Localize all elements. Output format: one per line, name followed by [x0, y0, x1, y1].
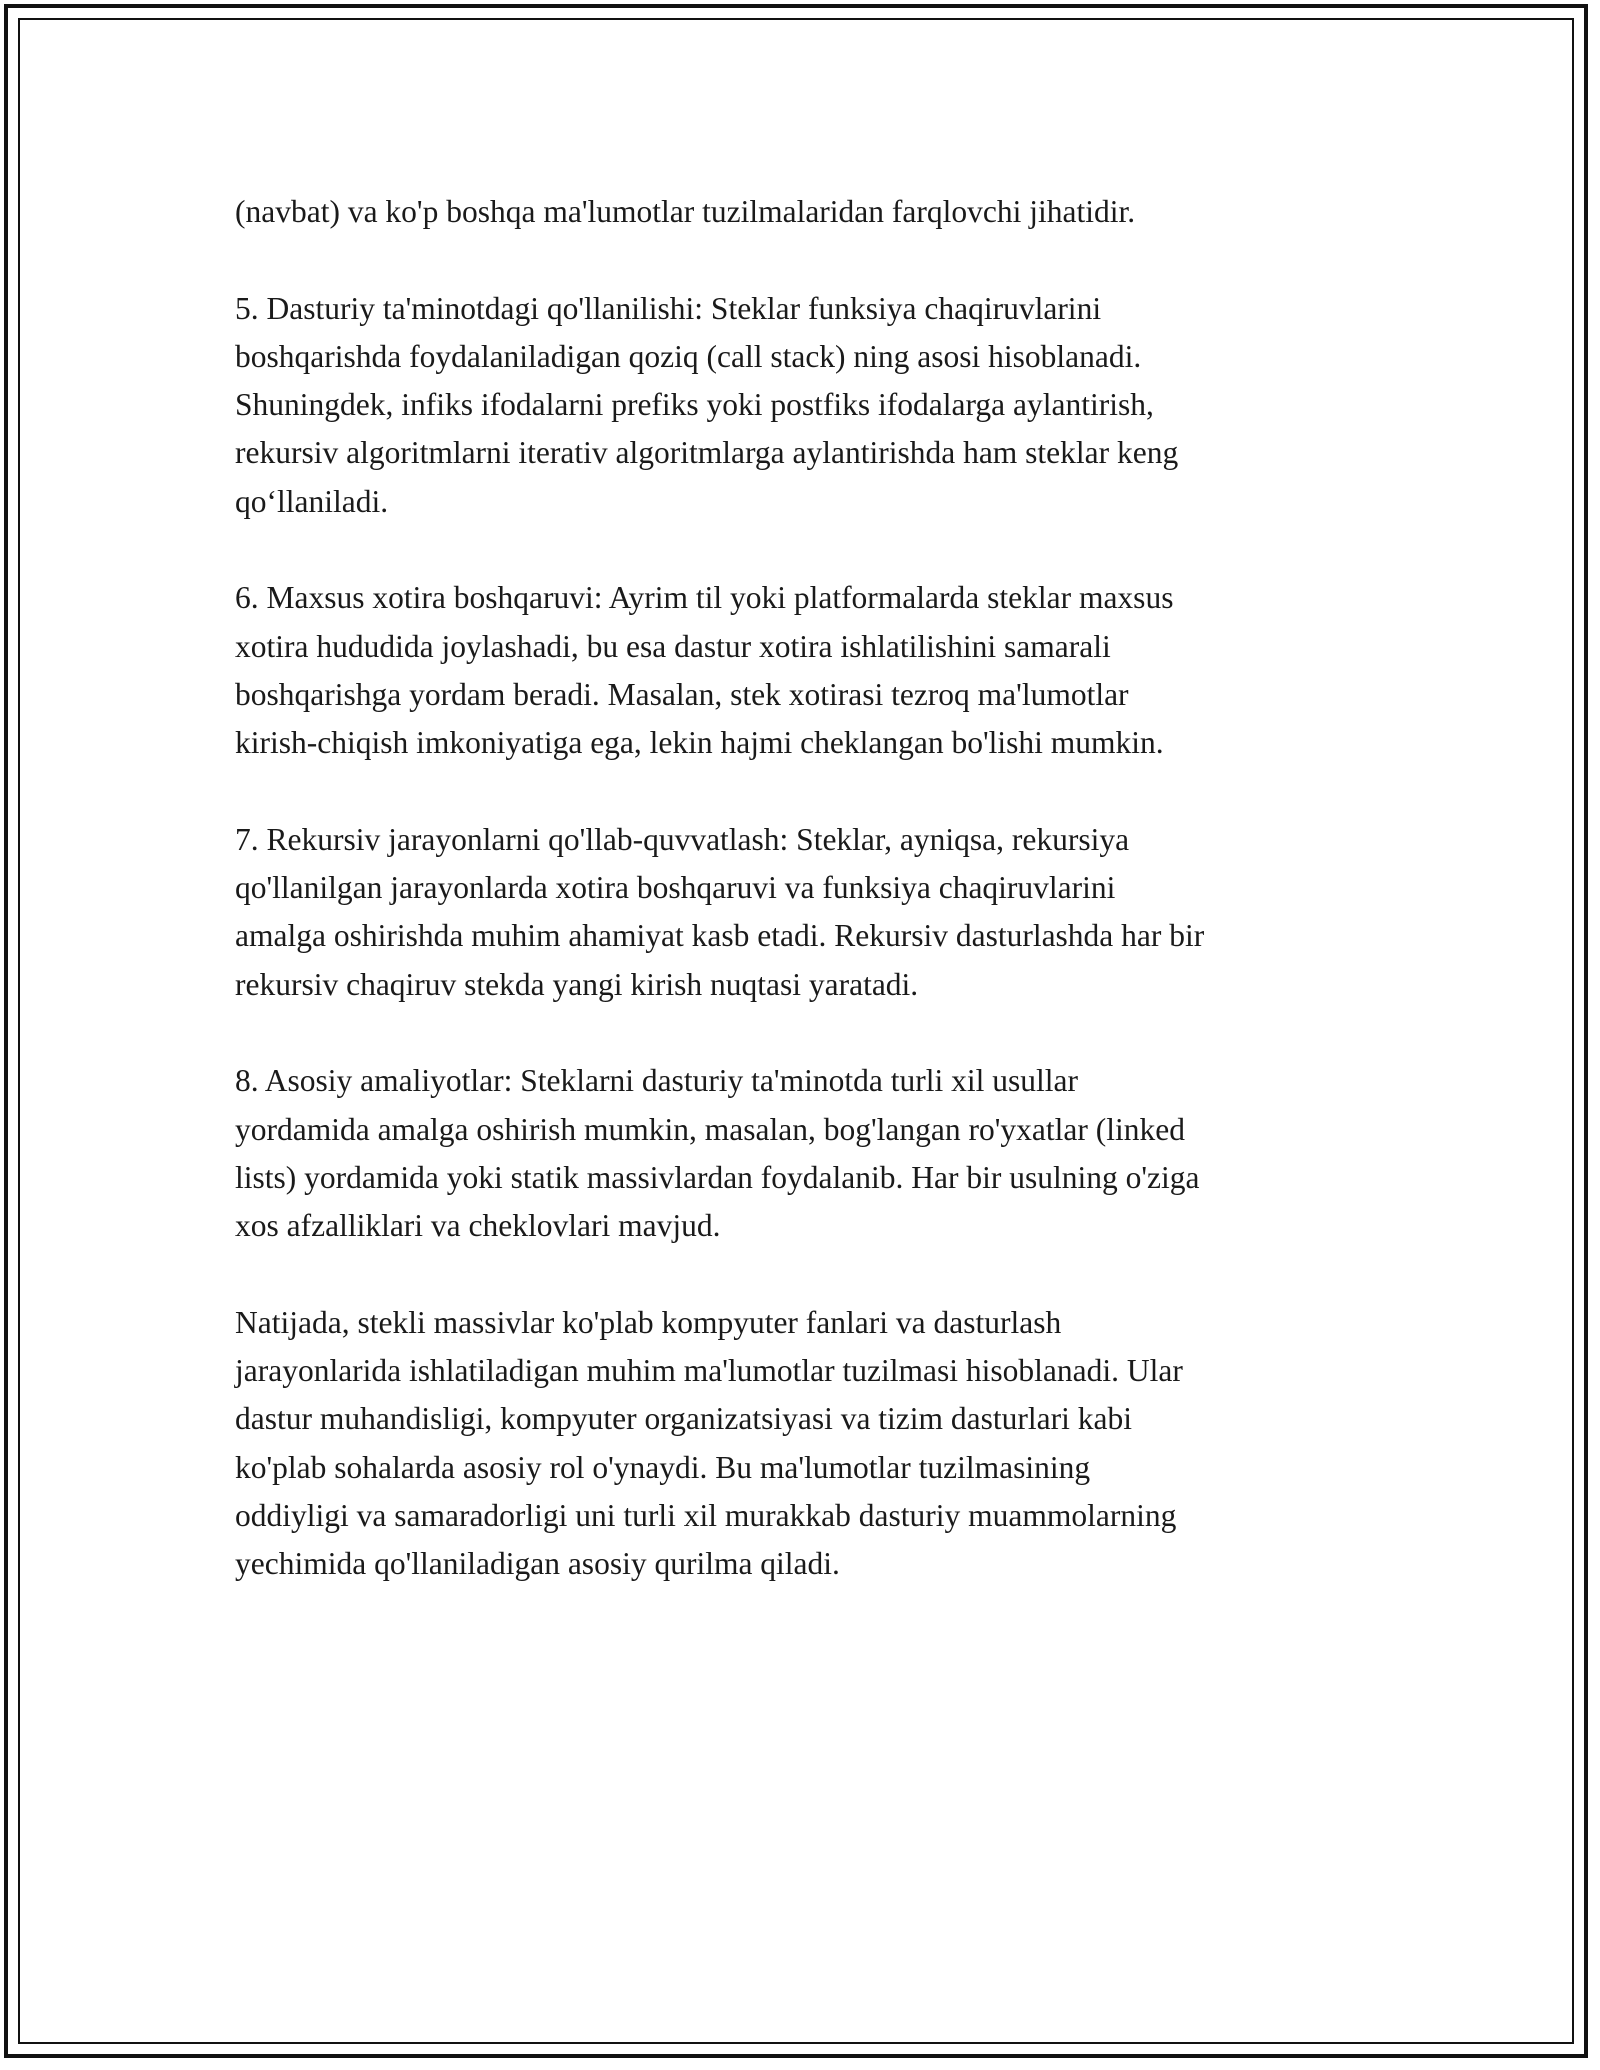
text-line: jarayonlarida ishlatiladigan muhim ma'lumotlar tuzilmasi hisoblanadi. Ular	[235, 1353, 1183, 1389]
text-line: oddiyligi va samaradorligi uni turli xil murakkab dasturiy muammolarning	[235, 1498, 1177, 1534]
text-line: yechimida qo'llaniladigan asosiy qurilma qiladi.	[235, 1546, 840, 1582]
text-line: (navbat) va ko'p boshqa ma'lumotlar tuzilmalaridan farqlovchi jihatidir.	[235, 194, 1136, 229]
text-line: yordamida amalga oshirish mumkin, masalan, bog'langan ro'yxatlar (linked	[235, 1111, 1185, 1147]
text-line: 5. Dasturiy ta'minotdagi qo'llanilishi: Steklar funksiya chaqiruvlarini	[235, 290, 1102, 326]
text-line: 6. Maxsus xotira boshqaruvi: Ayrim til yoki platformalarda steklar maxsus	[235, 580, 1174, 616]
text-line: 7. Rekursiv jarayonlarni qo'llab-quvvatlash: Steklar, ayniqsa, rekursiya	[235, 821, 1130, 857]
paragraph-conclusion	[235, 1299, 1375, 1589]
text-line: ko'plab sohalarda asosiy rol o'ynaydi. Bu ma'lumotlar tuzilmasining	[235, 1449, 1091, 1485]
paragraph-item-5	[235, 285, 1375, 526]
text-line: boshqarishda foydalaniladigan qoziq (call stack) ning asosi hisoblanadi.	[235, 338, 1142, 374]
text-line: kirish-chiqish imkoniyatiga ega, lekin hajmi cheklangan bo'lishi mumkin.	[235, 725, 1164, 761]
text-line: xos afzalliklari va cheklovlari mavjud.	[235, 1208, 721, 1244]
paragraph-item-8	[235, 1057, 1375, 1250]
text-line: xotira hududida joylashadi, bu esa dastur xotira ishlatilishini samarali	[235, 628, 1111, 664]
document-body	[235, 188, 1375, 1637]
text-line: 8. Asosiy amaliyotlar: Steklarni dasturiy ta'minotda turli xil usullar	[235, 1063, 1078, 1099]
text-line: Natijada, stekli massivlar ko'plab kompyuter fanlari va dasturlash	[235, 1304, 1062, 1340]
paragraph-continuation	[235, 188, 1375, 236]
text-line: Shuningdek, infiks ifodalarni prefiks yoki postfiks ifodalarga aylantirish,	[235, 387, 1154, 423]
text-line: qo‘llaniladi.	[235, 483, 389, 519]
text-line: boshqarishga yordam beradi. Masalan, stek xotirasi tezroq ma'lumotlar	[235, 676, 1129, 712]
text-line: rekursiv chaqiruv stekda yangi kirish nuqtasi yaratadi.	[235, 966, 919, 1002]
text-line: qo'llanilgan jarayonlarda xotira boshqaruvi va funksiya chaqiruvlarini	[235, 870, 1116, 906]
paragraph-item-7	[235, 816, 1375, 1009]
text-line: rekursiv algoritmlarni iterativ algoritmlarga aylantirishda ham steklar keng	[235, 435, 1179, 471]
text-line: lists) yordamida yoki statik massivlardan foydalanib. Har bir usulning o'ziga	[235, 1159, 1200, 1195]
text-line: dastur muhandisligi, kompyuter organizatsiyasi va tizim dasturlari kabi	[235, 1401, 1132, 1437]
paragraph-item-6	[235, 574, 1375, 767]
text-line: amalga oshirishda muhim ahamiyat kasb etadi. Rekursiv dasturlashda har bir	[235, 918, 1205, 954]
